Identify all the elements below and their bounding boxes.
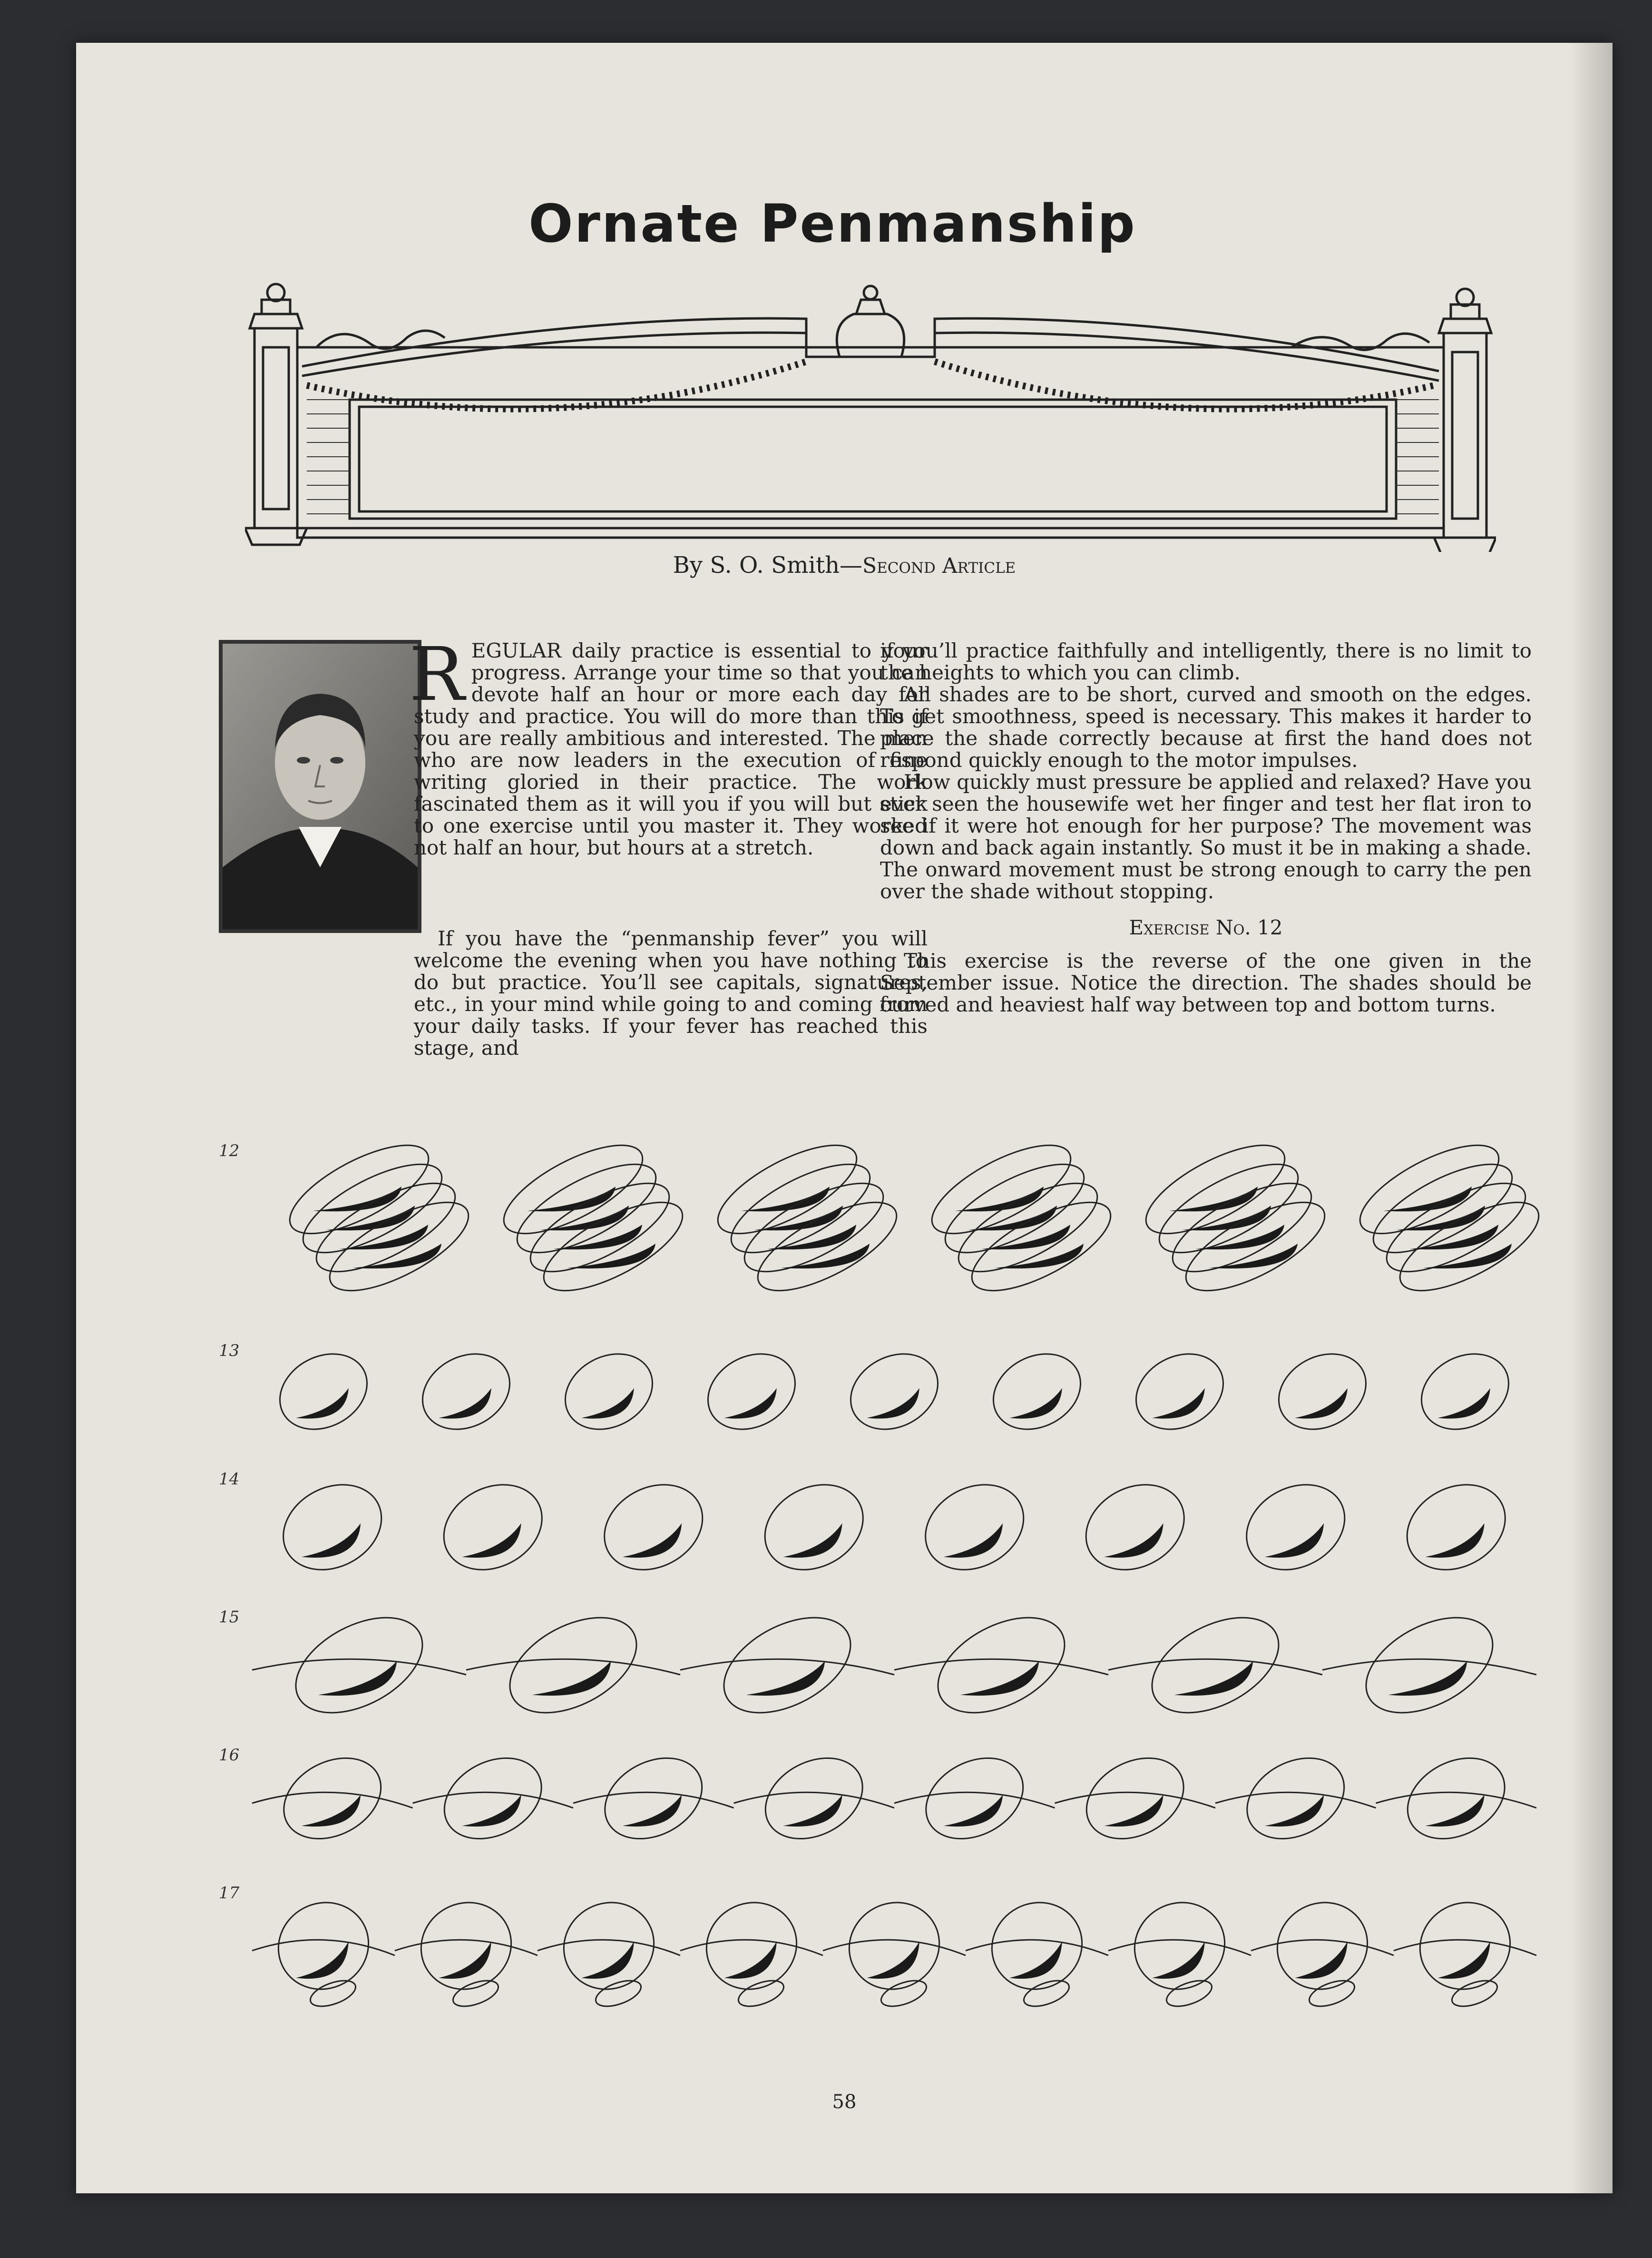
penmanship-letter-form — [1108, 1887, 1251, 2012]
penmanship-letter-form — [1408, 1339, 1522, 1444]
pen-stroke-loop — [1073, 1742, 1198, 1855]
penmanship-letter-form — [1071, 1468, 1199, 1586]
descender-loop — [1306, 1975, 1358, 2012]
exercise-row-14 — [219, 1468, 1520, 1586]
shaded-stroke — [1295, 1942, 1347, 1979]
pen-stroke-loop — [270, 1742, 395, 1855]
exercise-row-15 — [219, 1598, 1536, 1732]
penmanship-letter-form — [589, 1468, 717, 1586]
shaded-stroke — [944, 1523, 1003, 1558]
connecting-stroke — [252, 1940, 395, 1955]
exercise-row-13 — [219, 1339, 1522, 1444]
magazine-page — [76, 43, 1613, 2193]
penmanship-letter-form — [966, 1887, 1108, 2012]
page-title: Ornate Penmanship — [528, 193, 1136, 254]
penmanship-letter-form — [1108, 1598, 1322, 1732]
penmanship-letter-form — [1055, 1742, 1216, 1855]
pen-stroke-loop — [318, 1185, 480, 1308]
connecting-stroke — [1108, 1940, 1251, 1955]
article-paragraph-4: All shades are to be short, curved and smooth on the edges. To get smoothness, speed is necessary. This makes it harder to place the shade correctly because at first the hand does not respond quickly enough to the motor impulses. — [880, 683, 1532, 772]
descender-loop — [1163, 1975, 1215, 2012]
penmanship-letter-form — [920, 1137, 1123, 1308]
pen-stroke-loop — [1375, 1166, 1537, 1289]
article-paragraph-6: This exercise is the reverse of the one given in the September issue. Notice the direction. The shades should be curved and heaviest half way between top and bottom turns. — [880, 949, 1532, 1016]
pen-stroke-loop — [1394, 1742, 1519, 1855]
article-paragraph-1 — [409, 631, 928, 859]
pen-stroke-loop — [1388, 1185, 1551, 1308]
descender-loop — [1448, 1975, 1500, 2012]
connecting-stroke — [1394, 1940, 1536, 1955]
shaded-stroke — [944, 1795, 1003, 1826]
penmanship-letter-form — [413, 1742, 574, 1855]
shaded-stroke — [527, 1187, 616, 1211]
shaded-stroke — [1009, 1942, 1062, 1979]
pen-stroke-loop — [494, 1598, 652, 1732]
penmanship-letter-form — [1134, 1137, 1337, 1308]
descender-loop — [735, 1975, 787, 2012]
connecting-stroke — [413, 1792, 574, 1808]
penmanship-letter-form — [492, 1137, 694, 1308]
pen-stroke-loop — [838, 1339, 951, 1444]
penmanship-letter-form — [1123, 1339, 1237, 1444]
connecting-stroke — [1376, 1792, 1537, 1808]
connecting-stroke — [252, 1659, 466, 1675]
shaded-stroke — [960, 1661, 1039, 1696]
shaded-stroke — [724, 1942, 776, 1979]
connecting-stroke — [680, 1659, 894, 1675]
shaded-stroke — [296, 1942, 348, 1979]
pen-stroke-loop — [552, 1339, 666, 1444]
connecting-stroke — [894, 1792, 1055, 1808]
penmanship-letter-form — [1322, 1598, 1536, 1732]
shaded-stroke — [1265, 1523, 1324, 1558]
shaded-stroke — [867, 1942, 919, 1979]
paragraph-1-text: EGULAR daily practice is essential to your progress. Arrange your time so that you can devote half an hour or more each day for study and practice. You will do more than this if you are really ambitious and interested. The men who are now leaders in the execution of fine writing gloried in their practice. The work fascinated them as it will you if you will but stick to one exercise until you master it. They worked not half an hour, but hours at a stretch. — [414, 639, 928, 859]
pen-stroke-loop — [752, 1742, 877, 1855]
penmanship-letter-form — [1392, 1468, 1520, 1586]
pen-stroke-loop — [947, 1166, 1109, 1289]
pen-stroke-loop — [1161, 1166, 1323, 1289]
shaded-stroke — [1174, 1661, 1253, 1696]
shaded-stroke — [783, 1795, 842, 1826]
shaded-stroke — [623, 1795, 682, 1826]
pen-stroke-loop — [1123, 1339, 1237, 1444]
pen-stroke-loop — [746, 1185, 909, 1308]
descender-loop — [592, 1975, 644, 2012]
penmanship-letter-form — [750, 1468, 878, 1586]
shaded-stroke — [1437, 1942, 1490, 1979]
pen-stroke-loop — [1266, 1339, 1379, 1444]
pen-stroke-loop — [268, 1468, 396, 1586]
shaded-stroke — [955, 1187, 1044, 1211]
descender-loop — [1020, 1975, 1072, 2012]
penmanship-exercises — [219, 1137, 1565, 2041]
connecting-stroke — [966, 1940, 1108, 1955]
connecting-stroke — [734, 1792, 895, 1808]
pen-stroke-loop — [960, 1185, 1123, 1308]
pen-stroke-loop — [532, 1185, 694, 1308]
penmanship-letter-form — [395, 1887, 538, 2012]
exercise-row-12 — [219, 1137, 1551, 1308]
penmanship-letter-form — [1376, 1742, 1537, 1855]
penmanship-letter-form — [680, 1598, 894, 1732]
pen-stroke-loop — [1071, 1468, 1199, 1586]
pen-stroke-loop — [1350, 1598, 1508, 1732]
shaded-stroke — [623, 1523, 682, 1558]
shaded-stroke — [1295, 1388, 1347, 1419]
connecting-stroke — [1055, 1792, 1216, 1808]
penmanship-letter-form — [252, 1742, 413, 1855]
penmanship-letter-form — [1394, 1887, 1536, 2012]
pen-stroke-loop — [912, 1742, 1037, 1855]
penmanship-letter-form — [267, 1339, 381, 1444]
pen-stroke-loop — [591, 1742, 716, 1855]
exercise-row-label: 12 — [219, 1141, 240, 1160]
pen-stroke-loop — [980, 1339, 1094, 1444]
connecting-stroke — [823, 1940, 966, 1955]
page-fold-shadow — [1570, 43, 1613, 2193]
shaded-stroke — [302, 1523, 361, 1558]
shaded-stroke — [532, 1661, 611, 1696]
shaded-stroke — [439, 1388, 491, 1419]
pen-stroke-loop — [1232, 1468, 1359, 1586]
shaded-stroke — [1265, 1795, 1324, 1826]
page-number: 58 — [832, 2091, 857, 2113]
penmanship-letter-form — [1251, 1887, 1394, 2012]
pen-stroke-loop — [922, 1598, 1080, 1732]
shaded-stroke — [1388, 1661, 1467, 1696]
drop-cap: R — [409, 631, 465, 717]
pen-stroke-loop — [410, 1339, 523, 1444]
penmanship-letter-form — [680, 1887, 823, 2012]
exercise-row-label: 17 — [219, 1884, 240, 1903]
shaded-stroke — [746, 1661, 825, 1696]
penmanship-letter-form — [706, 1137, 909, 1308]
shaded-stroke — [318, 1661, 397, 1696]
shaded-stroke — [302, 1795, 361, 1826]
connecting-stroke — [573, 1792, 734, 1808]
pen-stroke-loop — [589, 1468, 717, 1586]
exercise-row-label: 16 — [219, 1746, 240, 1765]
article-paragraph-2: If you have the “penmanship fever” you will welcome the evening when you have nothing to do but practice. You’ll see capitals, signatures, etc., in your mind while going to and coming from your daily tasks. If your fever has reached this stage, and — [414, 927, 928, 1060]
connecting-stroke — [1215, 1792, 1376, 1808]
penmanship-letter-form — [980, 1339, 1094, 1444]
shaded-stroke — [1104, 1795, 1163, 1826]
penmanship-letter-form — [1348, 1137, 1551, 1308]
penmanship-letter-form — [894, 1598, 1108, 1732]
pen-stroke-loop — [1408, 1339, 1522, 1444]
article-column-left-top — [409, 631, 928, 859]
byline-author: By S. O. Smith— — [673, 552, 863, 579]
article-paragraph-5: How quickly must pressure be applied and relaxed? Have you ever seen the housewife wet her finger and test her flat iron to see if it were hot enough for her purpose? The movement was down and back again instantly. So must it be in making a shade. The onward movement must be strong enough to carry the pen over the shade without stopping. — [880, 770, 1532, 903]
pen-stroke-loop — [429, 1468, 557, 1586]
shaded-stroke — [1437, 1388, 1490, 1419]
exercise-row-label: 15 — [219, 1608, 240, 1627]
shaded-stroke — [867, 1388, 919, 1419]
article-paragraph-3: if you’ll practice faithfully and intelligently, there is no limit to the heights to which you can climb. — [880, 639, 1532, 684]
descender-loop — [307, 1975, 359, 2012]
shaded-stroke — [1152, 1942, 1204, 1979]
penmanship-letter-form — [910, 1468, 1038, 1586]
exercise-row-label: 14 — [219, 1470, 240, 1489]
connecting-stroke — [252, 1792, 413, 1808]
descender-loop — [878, 1975, 929, 2012]
pen-stroke-loop — [695, 1339, 809, 1444]
descender-loop — [450, 1975, 501, 2012]
penmanship-letter-form — [538, 1887, 680, 2012]
pen-stroke-loop — [430, 1742, 556, 1855]
pen-stroke-loop — [1174, 1185, 1337, 1308]
pen-stroke-loop — [708, 1598, 866, 1732]
shaded-stroke — [724, 1388, 776, 1419]
shaded-stroke — [313, 1187, 401, 1211]
shaded-stroke — [1425, 1523, 1484, 1558]
exercise-heading: Exercise No. 12 — [1129, 916, 1283, 939]
byline-article: Second Article — [862, 554, 1016, 578]
shaded-stroke — [581, 1388, 634, 1419]
article-column-right — [880, 640, 1532, 1016]
shaded-stroke — [1009, 1388, 1062, 1419]
pen-stroke-loop — [1233, 1742, 1358, 1855]
penmanship-letter-form — [552, 1339, 666, 1444]
penmanship-letter-form — [823, 1887, 966, 2012]
penmanship-letter-form — [734, 1742, 895, 1855]
ornamental-banner — [245, 243, 1496, 552]
penmanship-letter-form — [1215, 1742, 1376, 1855]
pen-stroke-loop — [910, 1468, 1038, 1586]
shaded-stroke — [581, 1942, 634, 1979]
penmanship-letter-form — [278, 1137, 480, 1308]
title-box — [288, 164, 1377, 283]
shaded-stroke — [1383, 1187, 1472, 1211]
penmanship-letter-form — [1266, 1339, 1379, 1444]
shaded-stroke — [296, 1388, 348, 1419]
penmanship-letter-form — [429, 1468, 557, 1586]
connecting-stroke — [538, 1940, 680, 1955]
penmanship-letter-form — [1232, 1468, 1359, 1586]
pen-stroke-loop — [750, 1468, 878, 1586]
shaded-stroke — [783, 1523, 842, 1558]
penmanship-letter-form — [894, 1742, 1055, 1855]
penmanship-letter-form — [252, 1598, 466, 1732]
shaded-stroke — [1169, 1187, 1258, 1211]
exercise-row-17 — [219, 1884, 1536, 2012]
penmanship-letter-form — [466, 1598, 680, 1732]
shaded-stroke — [462, 1523, 521, 1558]
connecting-stroke — [1322, 1659, 1536, 1675]
author-portrait-photo — [219, 640, 421, 933]
shaded-stroke — [741, 1187, 830, 1211]
pen-stroke-loop — [733, 1166, 895, 1289]
article-column-left-bottom — [205, 928, 928, 1059]
penmanship-letter-form — [252, 1887, 395, 2012]
penmanship-letter-form — [695, 1339, 809, 1444]
exercise-row-16 — [219, 1742, 1536, 1855]
exercise-row-label: 13 — [219, 1341, 240, 1360]
pen-stroke-loop — [267, 1339, 381, 1444]
penmanship-letter-form — [268, 1468, 396, 1586]
pen-stroke-loop — [518, 1166, 681, 1289]
shaded-stroke — [1425, 1795, 1484, 1826]
penmanship-letter-form — [410, 1339, 523, 1444]
pen-stroke-loop — [1392, 1468, 1520, 1586]
penmanship-letter-form — [573, 1742, 734, 1855]
shaded-stroke — [439, 1942, 491, 1979]
penmanship-letter-form — [838, 1339, 951, 1444]
connecting-stroke — [680, 1940, 823, 1955]
connecting-stroke — [466, 1659, 680, 1675]
pen-stroke-loop — [280, 1598, 438, 1732]
shaded-stroke — [1104, 1523, 1163, 1558]
byline — [76, 552, 1613, 579]
shaded-stroke — [462, 1795, 521, 1826]
connecting-stroke — [1251, 1940, 1394, 1955]
connecting-stroke — [894, 1659, 1108, 1675]
pen-stroke-loop — [304, 1166, 467, 1289]
shaded-stroke — [1152, 1388, 1204, 1419]
pen-stroke-loop — [1136, 1598, 1294, 1732]
connecting-stroke — [1108, 1659, 1322, 1675]
connecting-stroke — [395, 1940, 538, 1955]
